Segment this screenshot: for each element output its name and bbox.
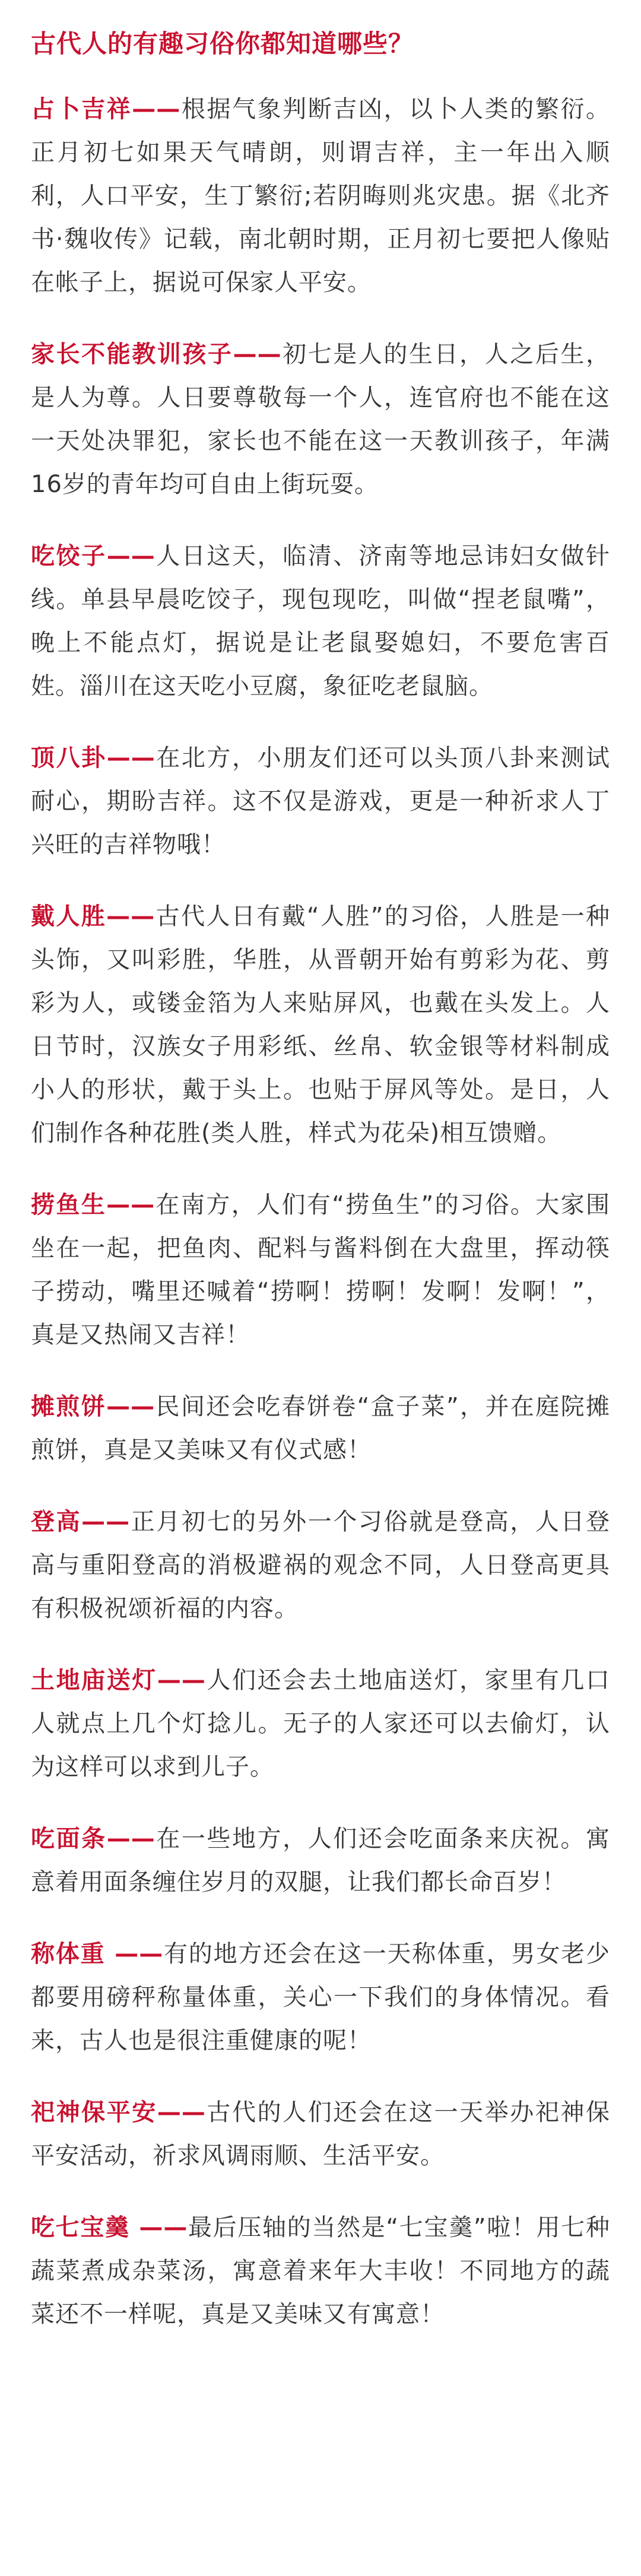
term-dash: —— [105, 1940, 164, 1968]
custom-section [31, 1385, 610, 1472]
custom-paragraph [31, 1184, 610, 1357]
custom-term: 占卜吉祥 [31, 96, 132, 123]
custom-description: 民间还会吃春饼卷“盒子菜”，并在庭院摊煎饼，真是又美味又有仪式感！ [31, 1393, 610, 1464]
custom-description: 在南方，人们有“捞鱼生”的习俗。大家围坐在一起，把鱼肉、配料与酱料倒在大盘里，挥动筷子捞动，嘴里还喊着“捞啊！捞啊！发啊！发啊！”，真是又热闹又吉祥！ [31, 1191, 610, 1349]
custom-term: 捞鱼生 [31, 1191, 107, 1219]
page-title: 古代人的有趣习俗你都知道哪些？ [31, 29, 414, 58]
term-dash: —— [132, 96, 181, 123]
custom-term: 祀神保平安 [31, 2099, 157, 2126]
custom-description: 正月初七的另外一个习俗就是登高，人日登高与重阳登高的消极避祸的观念不同，人日登高更具有积极祝颂祈福的内容。 [31, 1508, 611, 1622]
custom-section [31, 2091, 610, 2178]
custom-term: 土地庙送灯 [31, 1667, 157, 1694]
term-dash: —— [233, 341, 282, 368]
custom-description: 人日这天，临清、济南等地忌讳妇女做针线。单县早晨吃饺子，现包现吃，叫做“捏老鼠嘴”，晚上不能点灯，据说是让老鼠娶媳妇，不要危害百姓。淄川在这天吃小豆腐，象征吃老鼠脑。 [31, 543, 611, 700]
custom-section [31, 895, 610, 1155]
custom-list [31, 88, 610, 2336]
term-dash: —— [106, 1825, 156, 1852]
custom-term: 登高 [31, 1508, 82, 1536]
custom-paragraph [31, 1385, 610, 1472]
custom-description: 在北方，小朋友们还可以头顶八卦来测试耐心，期盼吉祥。这不仅是游戏，更是一种祈求人丁兴旺的吉祥物哦！ [31, 744, 611, 858]
term-dash: —— [106, 1191, 156, 1219]
custom-paragraph [31, 333, 610, 506]
custom-paragraph [31, 1933, 610, 2063]
custom-description: 古代人日有戴“人胜”的习俗，人胜是一种头饰，又叫彩胜，华胜，从晋朝开始有剪彩为花、剪彩为人，或镂金箔为人来贴屏风，也戴在头发上。人日节时，汉族女子用彩纸、丝帛、软金银等材料制成小人的形状，戴于头上。也贴于屏风等处。是日，人们制作各种花胜(类人胜，样式为花朵)相互馈赠。 [31, 903, 610, 1147]
custom-section [31, 2206, 610, 2336]
custom-section [31, 1184, 610, 1357]
custom-description: 最后压轴的当然是“七宝羹”啦！用七种蔬菜煮成杂菜汤，寓意着来年大丰收！不同地方的蔬菜还不一样呢，真是又美味又有寓意！ [31, 2214, 610, 2328]
term-dash: —— [157, 2099, 206, 2126]
custom-term: 家长不能教训孩子 [31, 341, 233, 368]
custom-description: 在一些地方，人们还会吃面条来庆祝。寓意着用面条缠住岁月的双腿，让我们都长命百岁！ [31, 1825, 611, 1896]
custom-paragraph [31, 1659, 610, 1789]
custom-section [31, 1933, 610, 2063]
custom-paragraph [31, 2091, 610, 2178]
custom-paragraph [31, 895, 610, 1155]
custom-paragraph [31, 737, 610, 867]
term-dash: —— [129, 2214, 188, 2241]
term-dash: —— [81, 1508, 131, 1536]
custom-section [31, 333, 610, 506]
custom-term: 吃饺子 [31, 543, 107, 570]
custom-paragraph [31, 1817, 610, 1904]
custom-paragraph [31, 535, 610, 708]
custom-term: 顶八卦 [31, 744, 107, 772]
custom-description: 有的地方还会在这一天称体重，男女老少都要用磅秤称量体重，关心一下我们的身体情况。看来，古人也是很注重健康的呢！ [31, 1940, 610, 2054]
term-dash: —— [106, 744, 156, 772]
custom-paragraph [31, 88, 610, 304]
custom-term: 戴人胜 [31, 903, 107, 930]
custom-section [31, 1659, 610, 1789]
custom-section [31, 88, 610, 304]
custom-section [31, 1817, 610, 1904]
custom-paragraph [31, 2206, 610, 2336]
custom-description: 古代的人们还会在这一天举办祀神保平安活动，祈求风调雨顺、生活平安。 [31, 2099, 611, 2169]
custom-term: 摊煎饼 [31, 1393, 107, 1420]
custom-section [31, 535, 610, 708]
custom-paragraph [31, 1500, 610, 1630]
term-dash: —— [157, 1667, 206, 1694]
term-dash: —— [106, 543, 156, 570]
term-dash: —— [106, 903, 156, 930]
custom-description: 根据气象判断吉凶，以卜人类的繁衍。正月初七如果天气晴朗，则谓吉祥，主一年出入顺利，人口平安，生丁繁衍;若阴晦则兆灾患。据《北齐书·魏收传》记载，南北朝时期，正月初七要把人像贴在帐子上，据说可保家人平安。 [31, 96, 611, 296]
term-dash: —— [106, 1393, 156, 1420]
custom-section [31, 737, 610, 867]
custom-description: 人们还会去土地庙送灯，家里有几口人就点上几个灯捻儿。无子的人家还可以去偷灯，认为这样可以求到儿子。 [31, 1667, 611, 1781]
custom-description: 初七是人的生日，人之后生，是人为尊。人日要尊敬每一个人，连官府也不能在这一天处决罪犯，家长也不能在这一天教训孩子，年满16岁的青年均可自由上街玩耍。 [31, 341, 611, 498]
custom-term: 吃七宝羹 [31, 2214, 130, 2241]
custom-section [31, 1500, 610, 1630]
custom-term: 吃面条 [31, 1825, 107, 1852]
custom-term: 称体重 [31, 1940, 106, 1968]
